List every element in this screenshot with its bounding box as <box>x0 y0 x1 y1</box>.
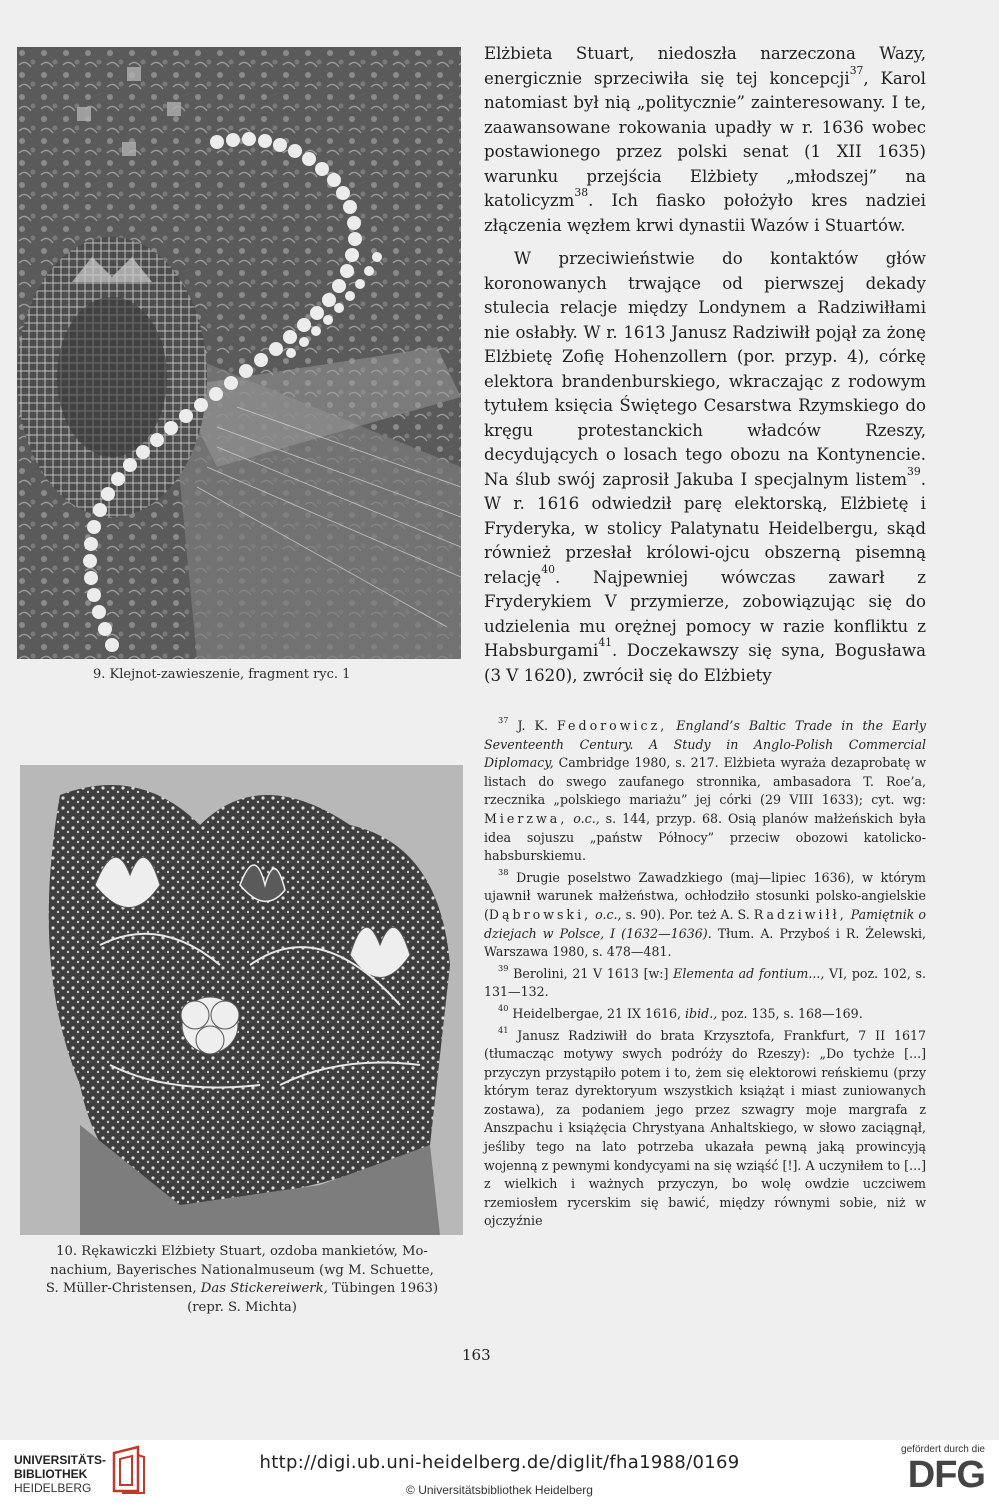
caption-place-year: Tübingen 1963) <box>327 1281 439 1296</box>
footnote-ref-40: 40 <box>541 562 555 576</box>
paragraph-2 <box>484 247 926 688</box>
fn41-a: Janusz Radziwiłł do brata Krzysztofa, Frankfurt, 7 II 1617 (tłumacząc motywy swych podróży do Rzeszy): „Do tychże [...] przyczyn przystąpiło potem i to, żem się elektorowi reńskiemu (przy którym teraz dyrektoryum wszystkich książąt i miast zuniowanych zostawa), za podaniem jego przez szwagry moje margrafa z Anszpachu i książęcia Chrystyana Anhaltskiego, w słowo zaciągnął, jeśliby tego na lato potrzeba ukazała pewną jaką prowincyją wojenną z pewnymi kondycyami na się wziąść [!]. A uczyniłem to [...] z wielkich i ważnych przyczyn, bo wolę owdzie uczciwem rzemiosłem rycerskim się bawić, między równymi sobie, niż w ojczyźnie <box>484 1027 926 1229</box>
fn39-title: Elementa ad fontium..., <box>673 965 825 981</box>
dfg-logo[interactable] <box>901 1444 985 1495</box>
p2-text-b: . W r. 1616 odwiedził parę elektorską, Elżbietę i Fryderyka, w stolicy Palatynatu Heidelbergu, skąd również przesłał królowi-ojcu obszerną pisemną relację <box>484 469 926 587</box>
footnote-38 <box>484 866 927 962</box>
figure-10-caption-line-2: nachium, Bayerisches Nationalmuseum (wg M. Schuette, <box>50 1262 434 1278</box>
fn37-author2: Mierzwa, <box>484 810 568 826</box>
footnote-41 <box>484 1024 926 1232</box>
figure-10-caption-line-3 <box>22 1280 462 1299</box>
fn37-author: Fedorowicz, <box>557 718 668 733</box>
figure-10-caption-line-1: 10. Rękawiczki Elżbiety Stuart, ozdoba mankietów, Mo- <box>56 1244 428 1259</box>
paragraph-1 <box>484 42 926 238</box>
p2-text-c: . Najpewniej wówczas zawarł z Fryderykiem V przymierze, zobowiązując się do udzielenia mu orężnej pomocy w razie konfliktu z Habsburgami <box>484 567 926 660</box>
page-number: 163 <box>462 1346 491 1364</box>
footnote-39 <box>484 962 927 1002</box>
fn39-a: Berolini, 21 V 1613 [w:] <box>508 965 674 981</box>
fn37-title: England’s Baltic Trade in the Early Seventeenth Century. A Study in Anglo-Polish Commercial Diplomacy, <box>484 718 926 771</box>
main-text <box>484 42 926 688</box>
fn38-author2: Radziwiłł, <box>753 906 847 922</box>
footer-bar <box>0 1440 999 1508</box>
figure-9-caption <box>93 666 350 684</box>
footnote-40 <box>484 1002 926 1024</box>
logo-line-1: UNIVERSITÄTS- <box>14 1453 107 1467</box>
figure-9-caption-text: 9. Klejnot-zawieszenie, fragment ryc. 1 <box>93 667 351 682</box>
fn40-b: poz. 135, s. 168—169. <box>717 1005 863 1021</box>
fn38-oc: o.c., <box>591 906 622 922</box>
footnote-38-number: 38 <box>498 866 509 877</box>
footnote-ref-38: 38 <box>574 186 589 199</box>
p2-text-d: . Doczekawszy się syna, Bogusława (3 V 1620), zwrócił się do Elżbiety <box>484 641 926 685</box>
footnote-41-number: 41 <box>498 1024 509 1035</box>
fn39-b: VI, poz. 102, s. 131—132. <box>484 965 927 1000</box>
footnote-39-number: 39 <box>498 962 509 973</box>
logo-line-2: BIBLIOTHEK <box>14 1467 88 1481</box>
footnote-37-number: 37 <box>498 715 509 725</box>
p1-text-c: . Ich fiasko położyło kres nadziei złączenia węzłem krwi dynastii Wazów i Stuartów. <box>484 191 926 235</box>
caption-book-title: Das Stickereiwerk, <box>200 1281 328 1296</box>
p1-text: Elżbieta Stuart, niedoszła narzeczona Wazy, energicznie sprzeciwiła się tej koncepcji <box>484 44 926 88</box>
dfg-wordmark: DFG <box>907 1454 985 1496</box>
footnote-ref-39: 39 <box>907 464 921 478</box>
footnote-ref-37: 37 <box>849 63 864 77</box>
fn37-oc: o.c., <box>567 810 600 826</box>
fn38-b: s. 90). Por. też A. S. <box>621 906 754 922</box>
footnote-ref-41: 41 <box>598 636 613 649</box>
fn38-c: Tłum. A. Przyboś i R. Żelewski, Warszawa 1980, s. 478—481. <box>484 925 927 960</box>
figure-9-jewel-image <box>17 47 461 659</box>
figure-10-glove-image <box>20 765 463 1235</box>
dfg-funded-by: gefördert durch die <box>901 1444 985 1455</box>
footnote-40-number: 40 <box>498 1002 509 1013</box>
figure-10-caption-line-4: (repr. S. Michta) <box>187 1299 297 1315</box>
p1-text-b: , Karol natomiast był nią „politycznie” zainteresowany. I te, zaawansowane rokowania upadły w r. 1636 wobec postawionego przez polski senat (1 XII 1635) warunku przejścia Elżbiety „młodszej” na katolicyzm <box>484 68 926 210</box>
fn38-author: Dąbrowski, <box>488 906 592 922</box>
fn37-a: J. K. <box>508 718 557 733</box>
fn38-a: Drugie poselstwo Zawadzkiego (maj—lipiec 1636), w którym ujawnił warunek małżeństwa, ochłodziło stosunki polsko-angielskie ( <box>484 869 926 922</box>
fn37-c: s. 144, przyp. 68. Osią planów małżeńskich była idea sojuszu „państw Północy” przeciw obozowi katolicko-habsburskiemu. <box>484 810 926 864</box>
document-url-link[interactable]: http://digi.ub.uni-heidelberg.de/diglit/fha1988/0169 <box>259 1452 740 1473</box>
fn40-ibid: ibid., <box>685 1005 718 1021</box>
logo-line-3: HEIDELBERG <box>14 1481 92 1495</box>
caption-authors: S. Müller-Christensen, <box>45 1281 201 1296</box>
fn40-a: Heidelbergae, 21 IX 1616, <box>508 1005 686 1021</box>
figure-10-caption <box>22 1243 462 1317</box>
fn37-b: Cambridge 1980, s. 217. Elżbieta wyraża dezaprobatę w listach do swego zaufanego stronnika, ambasadora T. Roe’a, rzecznika „polskiego mariażu” jej córki (29 VIII 1633); cyt. wg: <box>484 755 926 808</box>
copyright-notice: © Universitätsbibliothek Heidelberg <box>406 1483 593 1497</box>
footnote-37 <box>484 717 926 866</box>
fn38-title: Pamiętnik o dziejach w Polsce, I (1632—1636). <box>484 906 926 941</box>
footnotes <box>484 717 926 1231</box>
p2-text: W przeciwieństwie do kontaktów głów koronowanych trwające od pierwszej dekady stulecia relacje między Londynem a Radziwiłłami nie osłabły. W r. 1613 Janusz Radziwiłł pojął za żonę Elżbietę Zofię Hohenzollern (por. przyp. 4), córkę elektora brandenburskiego, wkraczając z rodowym tytułem księcia Świętego Cesarstwa Rzymskiego do kręgu protestanckich władców Rzeszy, decydujących o losach tego obozu na Kontynencie. Na ślub swój zaprosił Jakuba I specjalnym listem <box>484 249 926 489</box>
